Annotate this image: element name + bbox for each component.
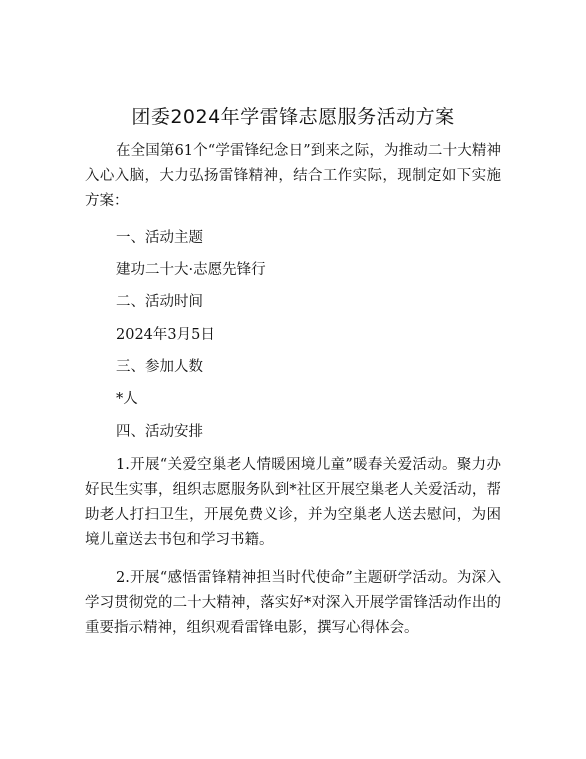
arrangement-item: 1.开展“关爱空巢老人情暖困境儿童”暖春关爱活动。聚力办好民生实事，组织志愿服务队到*社区开展空巢老人关爱活动，帮助老人打扫卫生，开展免费义诊，并为空巢老人送去慰问，为困境儿童送去书包和学习书籍。 bbox=[85, 457, 501, 548]
section-content-participants: *人 bbox=[116, 391, 138, 407]
section-heading-theme: 一、活动主题 bbox=[116, 230, 203, 246]
section-heading-participants: 三、参加人数 bbox=[116, 359, 203, 375]
intro-paragraph: 在全国第61个“学雷锋纪念日”到来之际，为推动二十大精神入心入脑，大力弘扬雷锋精神，结合工作实际，现制定如下实施方案： bbox=[85, 143, 501, 209]
section-heading-arrangements: 四、活动安排 bbox=[116, 424, 203, 440]
arrangement-item: 2.开展“感悟雷锋精神担当时代使命”主题研学活动。为深入学习贯彻党的二十大精神，落实好*对深入开展学雷锋活动作出的重要指示精神，组织观看雷锋电影，撰写心得体会。 bbox=[85, 570, 501, 636]
section-content-time: 2024年3月5日 bbox=[116, 327, 215, 343]
section-heading-time: 二、活动时间 bbox=[116, 294, 203, 310]
section-content-theme: 建功二十大·志愿先锋行 bbox=[116, 262, 266, 278]
document-title: 团委2024年学雷锋志愿服务活动方案 bbox=[131, 106, 455, 128]
